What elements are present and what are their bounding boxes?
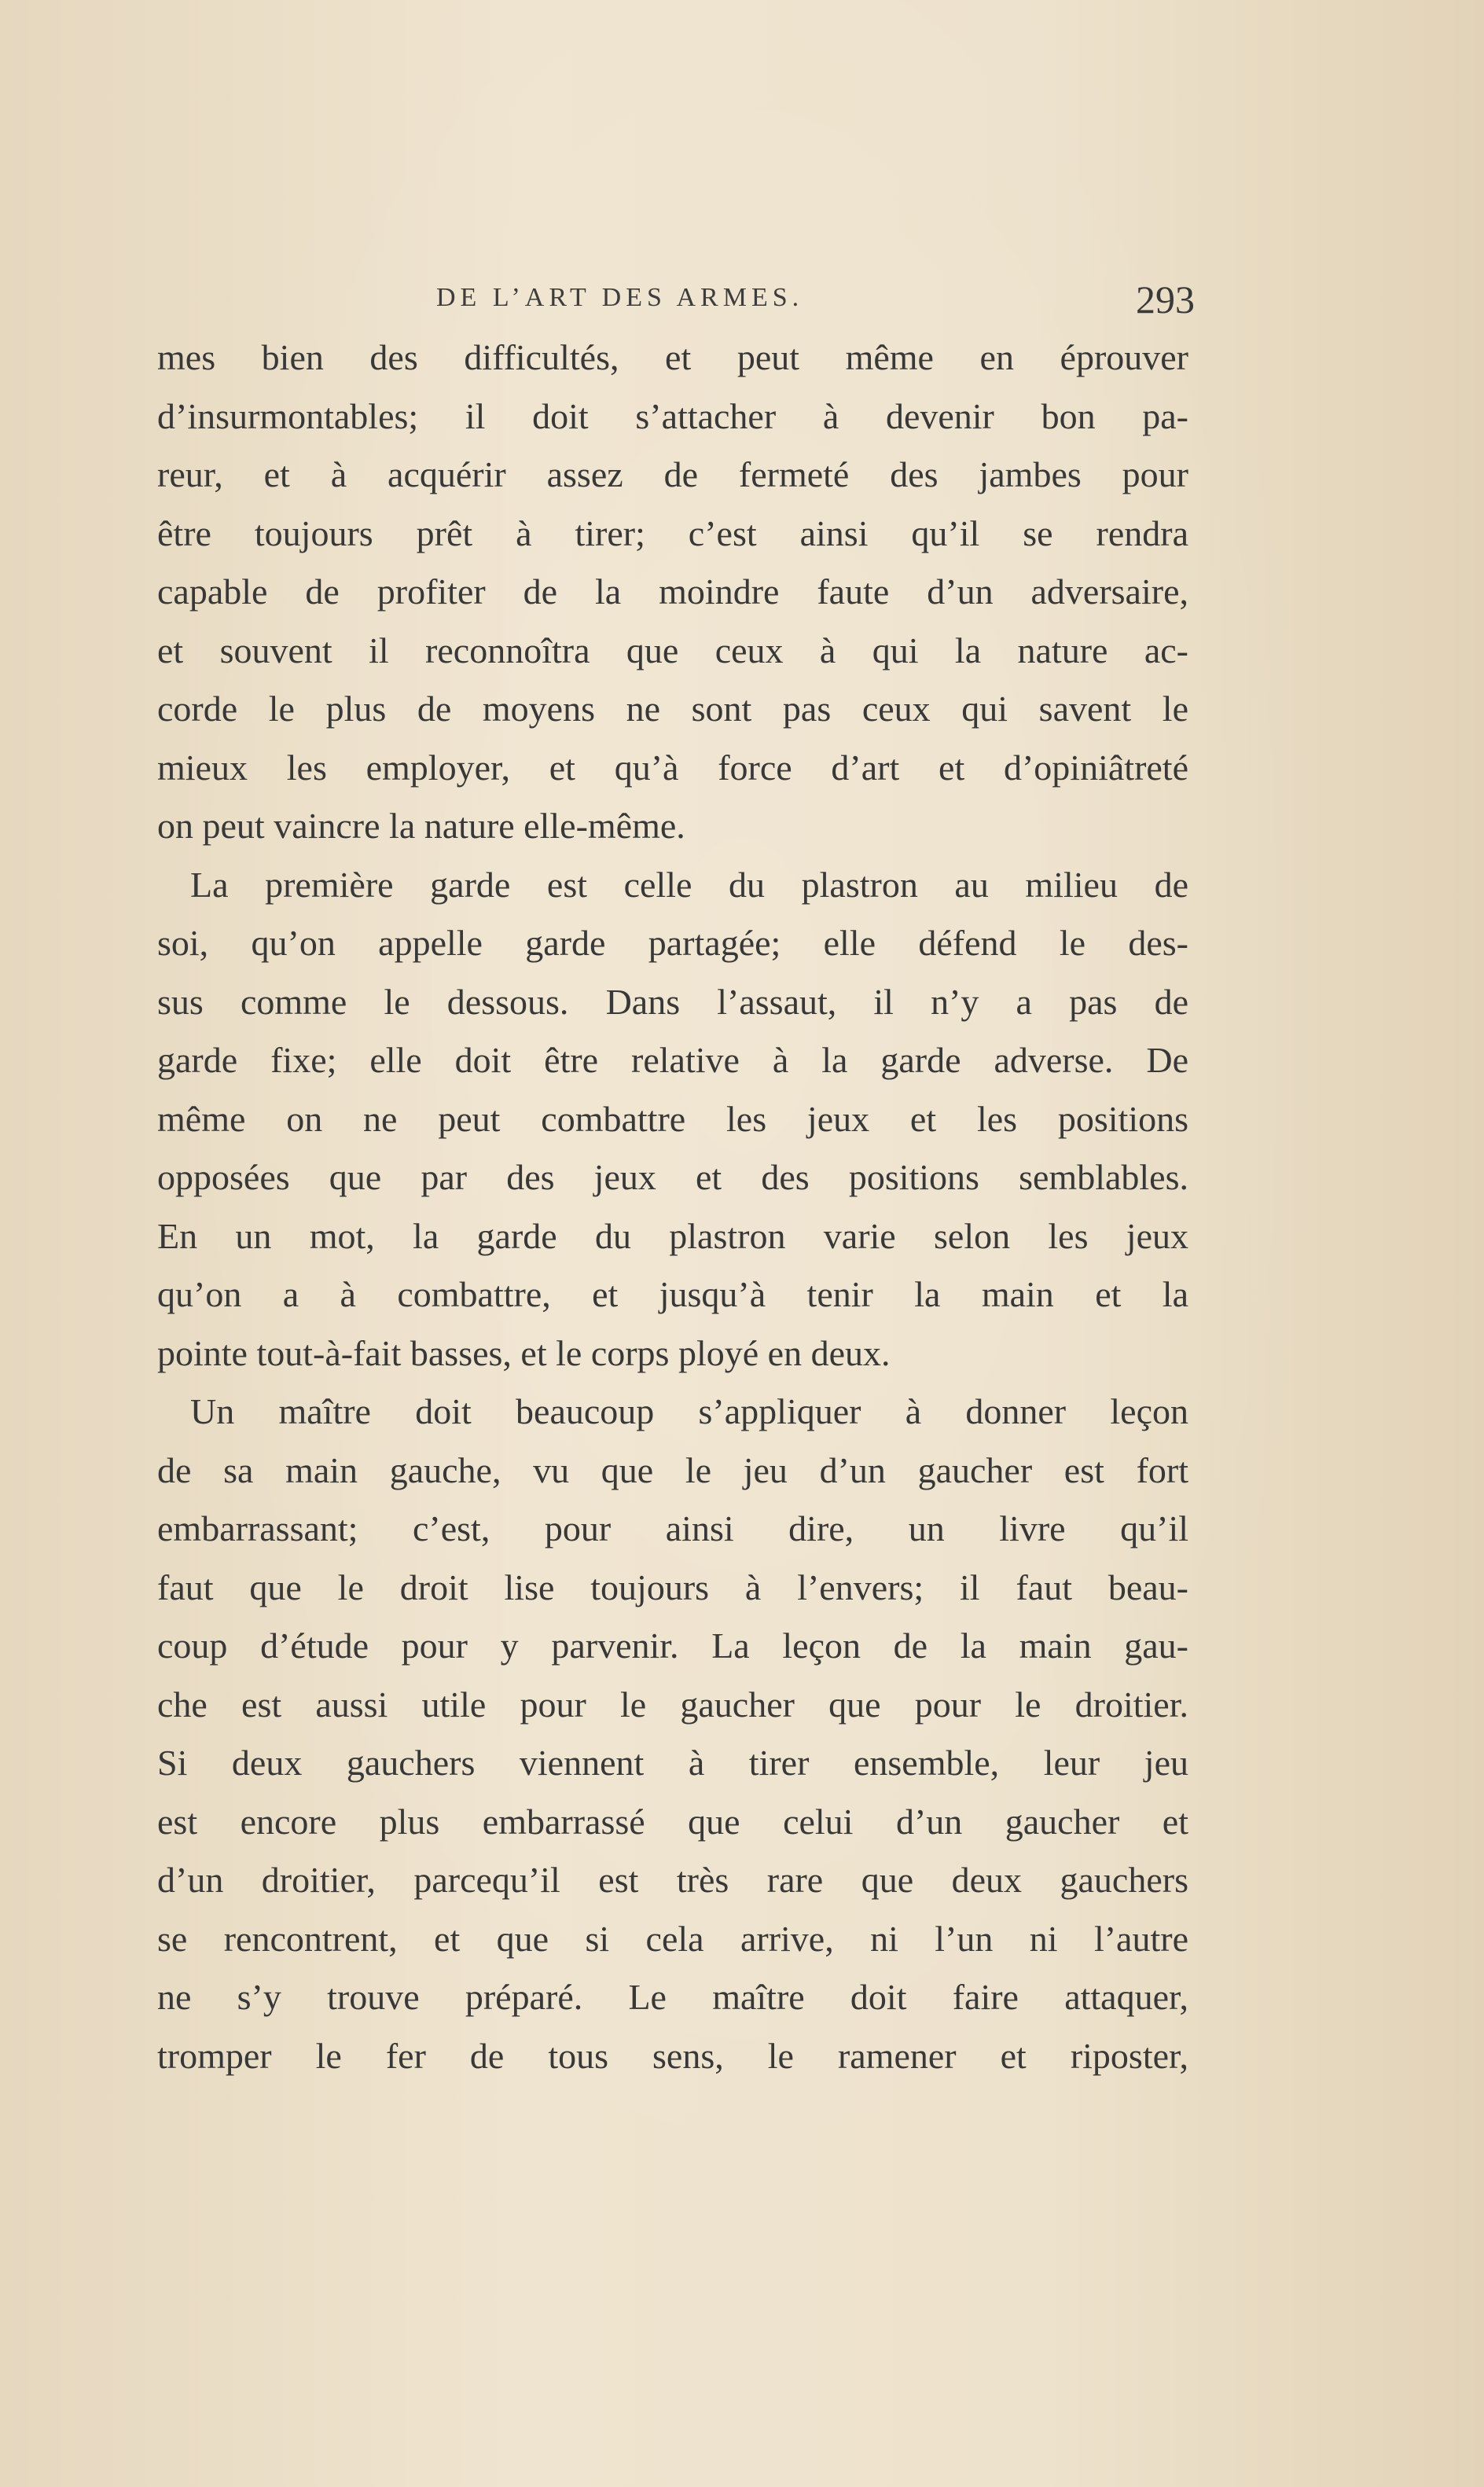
text-line: mieux les employer, et qu’à force d’art et d’opiniâtreté (157, 747, 1188, 788)
text-line: d’insurmontables; il doit s’attacher à devenir bon pa- (157, 395, 1188, 436)
text-line: Si deux gauchers viennent à tirer ensemble, leur jeu (157, 1743, 1188, 1783)
text-line: tromper le fer de tous sens, le ramener et riposter, (157, 2035, 1188, 2076)
text-line: soi, qu’on appelle garde partagée; elle défend le des- (157, 923, 1188, 963)
text-line: embarrassant; c’est, pour ainsi dire, un livre qu’il (157, 1508, 1188, 1548)
page-header (436, 277, 1195, 324)
text-line: sus comme le dessous. Dans l’assaut, il n’y a pas de (157, 981, 1188, 1022)
text-line: est encore plus embarrassé que celui d’un gaucher et (157, 1801, 1188, 1842)
text-line: reur, et à acquérir assez de fermeté des jambes pour (157, 454, 1188, 494)
body-text (157, 329, 1188, 2085)
text-line: qu’on a à combattre, et jusqu’à tenir la main et la (157, 1274, 1188, 1314)
text-line: d’un droitier, parcequ’il est très rare que deux gauchers (157, 1860, 1188, 1900)
text-line: et souvent il reconnoîtra que ceux à qui la nature ac- (157, 630, 1188, 670)
text-line: être toujours prêt à tirer; c’est ainsi qu’il se rendra (157, 512, 1188, 553)
text-line: ne s’y trouve préparé. Le maître doit faire attaquer, (157, 1977, 1188, 2017)
text-line: même on ne peut combattre les jeux et les positions (157, 1098, 1188, 1139)
text-line: coup d’étude pour y parvenir. La leçon de la main gau- (157, 1626, 1188, 1666)
text-line: se rencontrent, et que si cela arrive, ni l’un ni l’autre (157, 1918, 1188, 1959)
text-line: de sa main gauche, vu que le jeu d’un gaucher est fort (157, 1449, 1188, 1490)
text-line: pointe tout-à-fait basses, et le corps ployé en deux. (157, 1332, 891, 1373)
text-line: on peut vaincre la nature elle-même. (157, 806, 685, 846)
text-line: garde fixe; elle doit être relative à la garde adverse. De (157, 1040, 1188, 1080)
running-head: DE L’ART DES ARMES. (436, 283, 804, 312)
text-line: La première garde est celle du plastron au milieu de (190, 864, 1188, 905)
text-line: opposées que par des jeux et des positions semblables. (157, 1157, 1188, 1197)
text-line: che est aussi utile pour le gaucher que pour le droitier. (157, 1684, 1188, 1725)
text-line: capable de profiter de la moindre faute d’un adversaire, (157, 571, 1188, 612)
text-line: corde le plus de moyens ne sont pas ceux qui savent le (157, 689, 1188, 729)
page-number: 293 (1136, 277, 1195, 321)
text-line: faut que le droit lise toujours à l’envers; il faut beau- (157, 1567, 1188, 1607)
text-line: En un mot, la garde du plastron varie selon les jeux (157, 1215, 1188, 1256)
text-line: mes bien des difficultés, et peut même en éprouver (157, 337, 1188, 377)
text-line: Un maître doit beaucoup s’appliquer à donner leçon (190, 1391, 1188, 1431)
